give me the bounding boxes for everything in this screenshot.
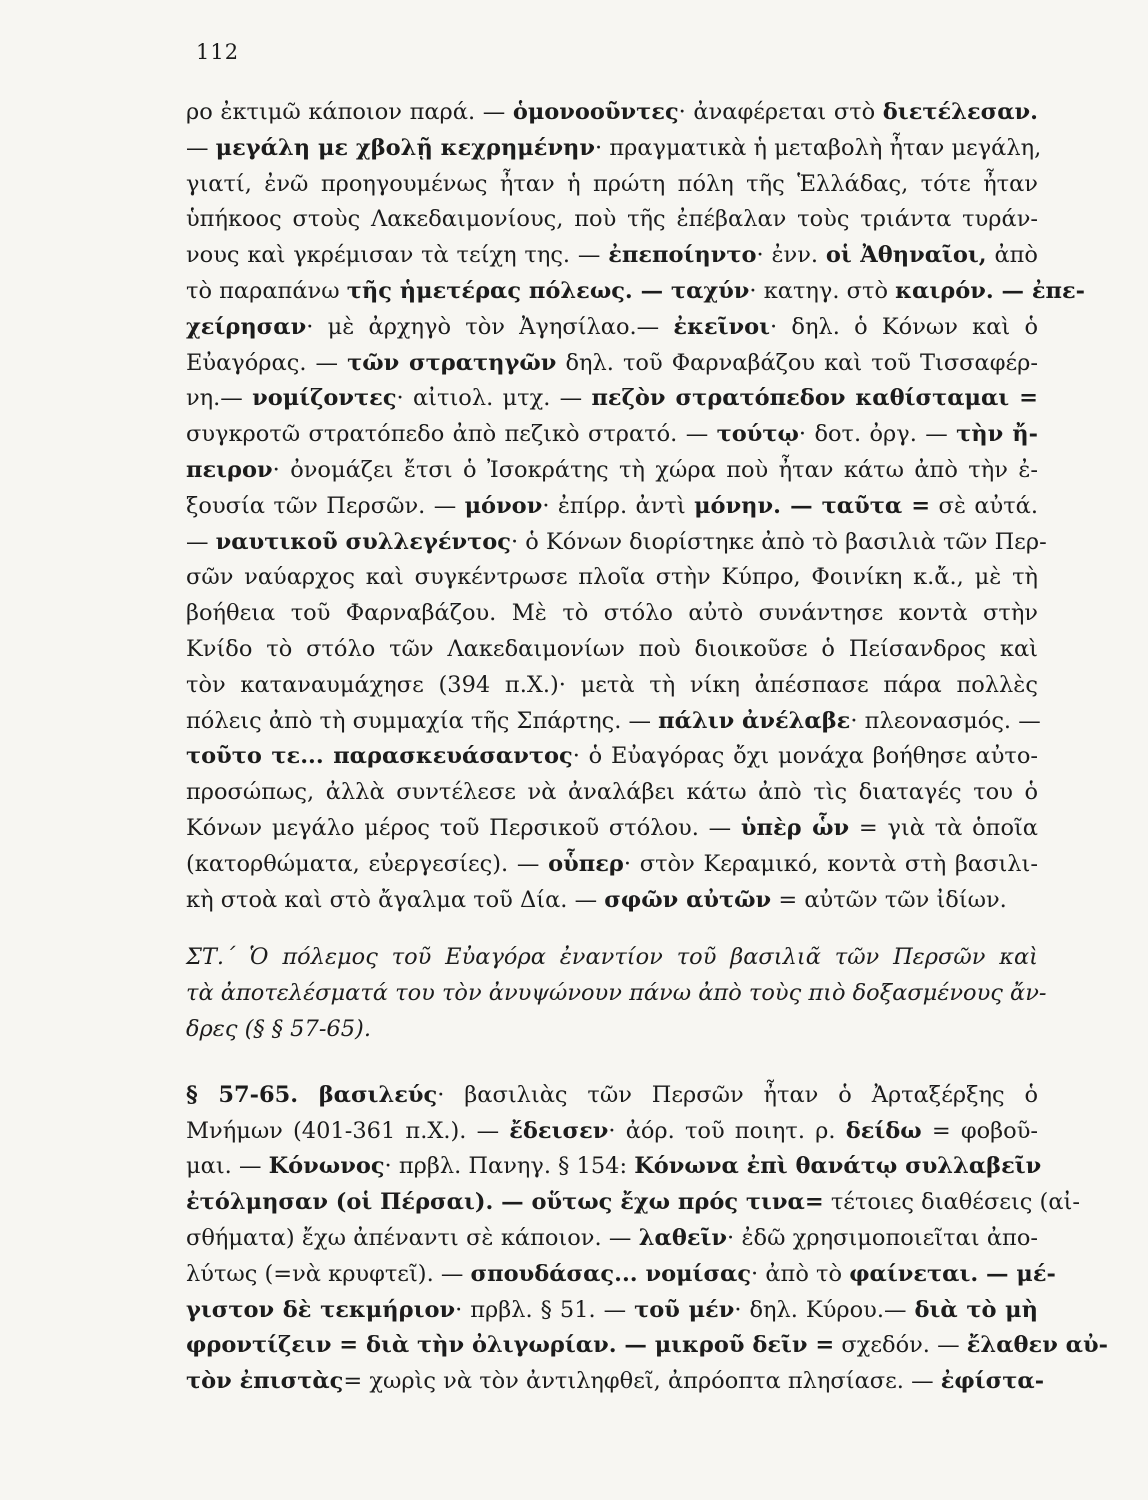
text-line: τὰ ἀποτελέσματά του τὸν ἀνυψώνουν πάνω ἀπὸ τοὺς πιὸ δοξασμένους ἄν- [186,980,1047,1007]
text-line: φροντίζειν = διὰ τὴν ὀλιγωρίαν. — μικροῦ δεῖν = σχεδόν. — ἔλαθεν αὐ- [186,1332,1108,1359]
text-line: λύτως (=νὰ κρυφτεῖ). — σπουδάσας... νομίσας· ἀπὸ τὸ φαίνεται. — μέ- [186,1260,1056,1287]
text-line: κὴ στοὰ καὶ στὸ ἄγαλμα τοῦ Δία. — σφῶν αὐτῶν = αὐτῶν τῶν ἰδίων. [186,886,1007,913]
page-number: 112 [196,40,240,64]
text-line: σῶν ναύαρχος καὶ συγκέντρωσε πλοῖα στὴν Κύπρο, Φοινίκη κ.ἄ., μὲ τὴ [186,564,1038,591]
text-line: ἐτόλμησαν (οἱ Πέρσαι). — οὕτως ἔχω πρός τινα= τέτοιες διαθέσεις (αἰ- [186,1189,1080,1216]
text-line: τὸν ἐπιστὰς= χωρὶς νὰ τὸν ἀντιληφθεῖ, ἀπρόοπτα πλησίασε. — ἐφίστα- [186,1368,1045,1395]
text-line: πειρον· ὀνομάζει ἔτσι ὁ Ἰσοκράτης τὴ χώρα ποὺ ἦταν κάτω ἀπὸ τὴν ἐ- [186,456,1038,483]
text-line: ΣΤ.΄ Ὁ πόλεμος τοῦ Εὐαγόρα ἐναντίον τοῦ βασιλιᾶ τῶν Περσῶν καὶ [186,944,1038,971]
text-line: πόλεις ἀπὸ τὴ συμμαχία τῆς Σπάρτης. — πάλιν ἀνέλαβε· πλεονασμός. — [186,707,1041,734]
text-line: τὸν καταναυμάχησε (394 π.Χ.)· μετὰ τὴ νίκη ἀπέσπασε πάρα πολλὲς [186,671,1038,698]
text-line: Εὐαγόρας. — τῶν στρατηγῶν δηλ. τοῦ Φαρναβάζου καὶ τοῦ Τισσαφέρ- [186,349,1038,376]
text-line: γιστον δὲ τεκμήριον· πρβλ. § 51. — τοῦ μέν· δηλ. Κύρου.— διὰ τὸ μὴ [186,1296,1038,1323]
text-line: ρο ἐκτιμῶ κάποιον παρά. — ὁμονοοῦντες· ἀναφέρεται στὸ διετέλεσαν. [186,99,1038,125]
commentary-block-2 [186,1078,1108,1400]
text-line: Κόνων μεγάλο μέρος τοῦ Περσικοῦ στόλου. — ὑπὲρ ὧν = γιὰ τὰ ὁποῖα [186,814,1039,841]
text-line: νους καὶ γκρέμισαν τὰ τείχη της. — ἐπεποίηντο· ἐνν. οἱ Ἀθηναῖοι, ἀπὸ [186,242,1038,269]
text-line: προσώπως, ἀλλὰ συντέλεσε νὰ ἀναλάβει κάτω ἀπὸ τὶς διαταγές του ὁ [186,779,1038,806]
page-content [186,95,1108,1400]
text-line: (κατορθώματα, εὐεργεσίες). — οὗπερ· στὸν Κεραμικό, κοντὰ στὴ βασιλι- [186,850,1038,877]
text-line: γιατί, ἐνῶ προηγουμένως ἦταν ἡ πρώτη πόλη τῆς Ἑλλάδας, τότε ἦταν [186,170,1038,197]
text-line: § 57-65. βασιλεύς· βασιλιὰς τῶν Περσῶν ἦταν ὁ Ἀρταξέρξης ὁ [186,1081,1038,1108]
text-line: τὸ παραπάνω τῆς ἡμετέρας πόλεως. — ταχύν· κατηγ. στὸ καιρόν. — ἐπε- [186,277,1085,304]
text-line: μαι. — Κόνωνος· πρβλ. Πανηγ. § 154: Κόνωνα ἐπὶ θανάτῳ συλλαβεῖν [186,1153,1042,1180]
text-line: συγκροτῶ στρατόπεδο ἀπὸ πεζικὸ στρατό. — τούτῳ· δοτ. ὀργ. — τὴν ἤ- [186,421,1039,448]
text-line: χείρησαν· μὲ ἀρχηγὸ τὸν Ἀγησίλαο.— ἐκεῖνοι· δηλ. ὁ Κόνων καὶ ὁ [186,313,1038,340]
text-line: βοήθεια τοῦ Φαρναβάζου. Μὲ τὸ στόλο αὐτὸ συνάντησε κοντὰ στὴν [186,600,1038,627]
text-line: — μεγάλη με χβολῇ κεχρημένην· πραγματικὰ ἡ μεταβολὴ ἦταν μεγάλη, [186,134,1042,161]
text-line: δρες (§ § 57-65). [186,1015,371,1042]
commentary-block-1 [186,95,1085,918]
text-line: νη.— νομίζοντες· αἰτιολ. μτχ. — πεζὸν στρατόπεδον καθίσταμαι = [186,385,1039,412]
text-line: σθήματα) ἔχω ἀπέναντι σὲ κάποιον. — λαθεῖν· ἐδῶ χρησιμοποιεῖται ἀπο- [186,1224,1038,1251]
text-line: ξουσία τῶν Περσῶν. — μόνον· ἐπίρρ. ἀντὶ μόνην. — ταῦτα = σὲ αὐτά. [186,492,1038,519]
text-line: ὑπήκοος στοὺς Λακεδαιμονίους, ποὺ τῆς ἐπέβαλαν τοὺς τριάντα τυράν- [186,206,1038,233]
text-line: τοῦτο τε... παρασκευάσαντος· ὁ Εὐαγόρας ὄχι μονάχα βοήθησε αὐτο- [186,743,1039,770]
text-line: — ναυτικοῦ συλλεγέντος· ὁ Κόνων διορίστηκε ἀπὸ τὸ βασιλιὰ τῶν Περ- [186,528,1047,555]
text-line: Μνήμων (401-361 π.Χ.). — ἔδεισεν· ἀόρ. τοῦ ποιητ. ρ. δείδω = φοβοῦ- [186,1117,1039,1144]
text-line: Κνίδο τὸ στόλο τῶν Λακεδαιμονίων ποὺ διοικοῦσε ὁ Πείσανδρος καὶ [186,635,1038,662]
context-heading [186,940,1047,1047]
